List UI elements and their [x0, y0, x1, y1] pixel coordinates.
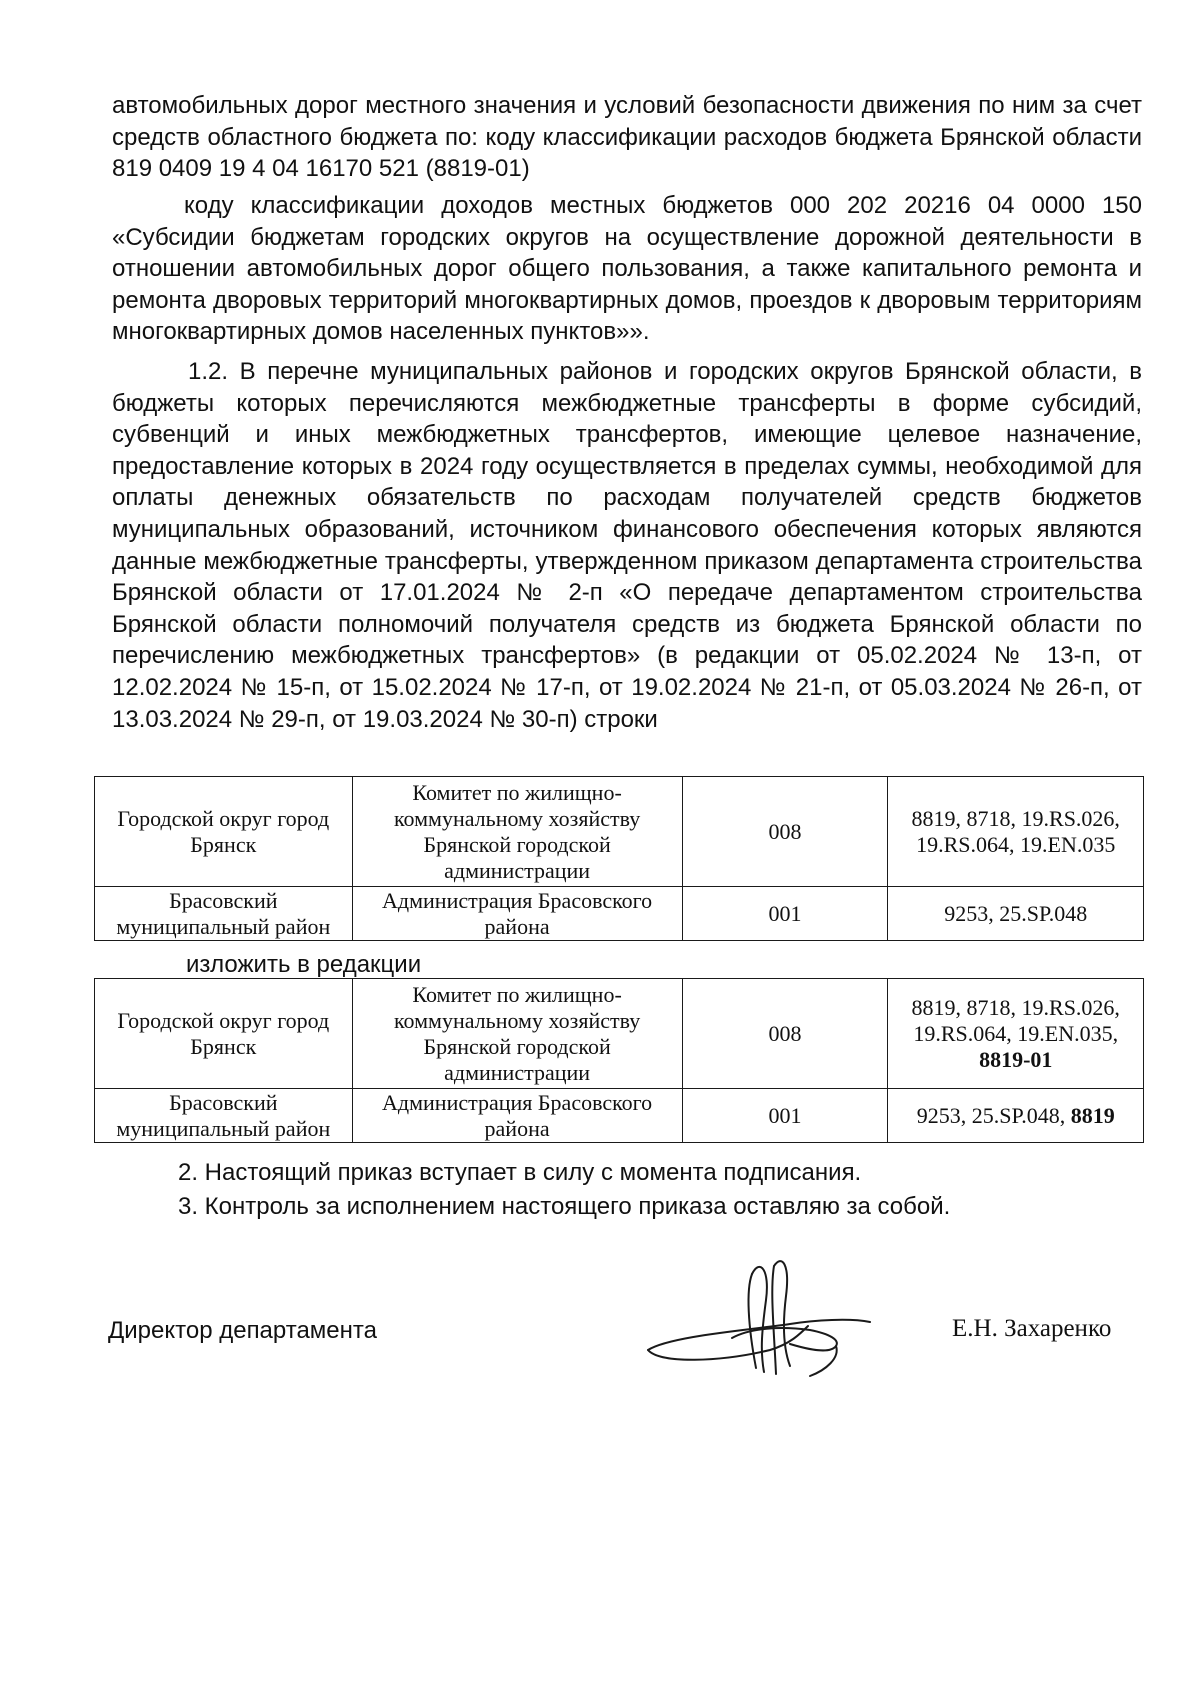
transfers-added-code: 8819 [1070, 1102, 1115, 1128]
transfers-added-code: 8819-01 [979, 1046, 1053, 1072]
administrator-cell: Комитет по жилищно-коммунальному хозяйству Брянской городской администрации [352, 979, 682, 1089]
transfers-text: 9253, 25.SP.048, [916, 1102, 1066, 1128]
signature-role: Директор департамента [108, 1317, 377, 1344]
item-3-text: 3. Контроль за исполнением настоящего приказа оставляю за собой. [178, 1193, 951, 1220]
income-codes-paragraph: коду классификации доходов местных бюджетов 000 202 20216 04 0000 150 «Субсидии бюджетам городских округов на осуществление дорожной деятельности в отношении автомобильных дорог общего пользования, а также капитального ремонта и ремонта дворовых территорий многоквартирных домов, проездов к дворовым территориям многоквартирных домов населенных пунктов»». [112, 192, 1142, 346]
administrator-cell: Администрация Брасовского района [352, 1089, 682, 1143]
new-wording-label: изложить в редакции [186, 951, 422, 978]
handwritten-signature [640, 1240, 900, 1390]
district-cell: Брасовский муниципальный район [95, 887, 353, 941]
table-original-rows [94, 776, 1144, 941]
administrator-cell: Комитет по жилищно-коммунальному хозяйству Брянской городской администрации [352, 777, 682, 887]
table-row [95, 777, 1144, 887]
transfers-cell [888, 979, 1144, 1089]
code-cell: 008 [682, 979, 888, 1089]
transfers-cell: 9253, 25.SP.048 [888, 887, 1144, 941]
transfers-cell: 8819, 8718, 19.RS.026, 19.RS.064, 19.EN.035 [888, 777, 1144, 887]
signature-name: Е.Н. Захаренко [952, 1315, 1112, 1342]
code-cell: 001 [682, 887, 888, 941]
district-cell: Городской округ город Брянск [95, 777, 353, 887]
district-cell: Городской округ город Брянск [95, 979, 353, 1089]
table-row [95, 887, 1144, 941]
transfers-cell [888, 1089, 1144, 1143]
administrator-cell: Администрация Брасовского района [352, 887, 682, 941]
table-new-rows [94, 978, 1144, 1143]
district-cell: Брасовский муниципальный район [95, 1089, 353, 1143]
intro-paragraph: автомобильных дорог местного значения и условий безопасности движения по ним за счет средств областного бюджета по: коду классификации расходов бюджета Брянской области 819 0409 19 4 04 16170 521 (8819-01) [112, 92, 1142, 183]
code-cell: 001 [682, 1089, 888, 1143]
section-1-2-paragraph: 1.2. В перечне муниципальных районов и городских округов Брянской области, в бюджеты которых перечисляются межбюджетные трансферты в форме субсидий, субвенций и иных межбюджетных трансфертов, имеющие целевое назначение, предоставление которых в 2024 году осуществляется в пределах суммы, необходимой для оплаты денежных обязательств по расходам получателей средств бюджетов муниципальных образований, источником финансового обеспечения которых являются данные межбюджетные трансферты, утвержденном приказом департамента строительства Брянской области от 17.01.2024 № 2-п «О передаче департаментом строительства Брянской области полномочий получателя средств из бюджета Брянской области по перечислению межбюджетных трансфертов» (в редакции от 05.02.2024 № 13-п, от 12.02.2024 № 15-п, от 15.02.2024 № 17-п, от 19.02.2024 № 21-п, от 05.03.2024 № 26-п, от 13.03.2024 № 29-п, от 19.03.2024 № 30-п) строки [112, 358, 1142, 733]
transfers-text: 8819, 8718, 19.RS.026, 19.RS.064, 19.EN.035, [911, 994, 1120, 1046]
item-2-text: 2. Настоящий приказ вступает в силу с момента подписания. [178, 1159, 862, 1186]
table-row [95, 979, 1144, 1089]
code-cell: 008 [682, 777, 888, 887]
table-row [95, 1089, 1144, 1143]
